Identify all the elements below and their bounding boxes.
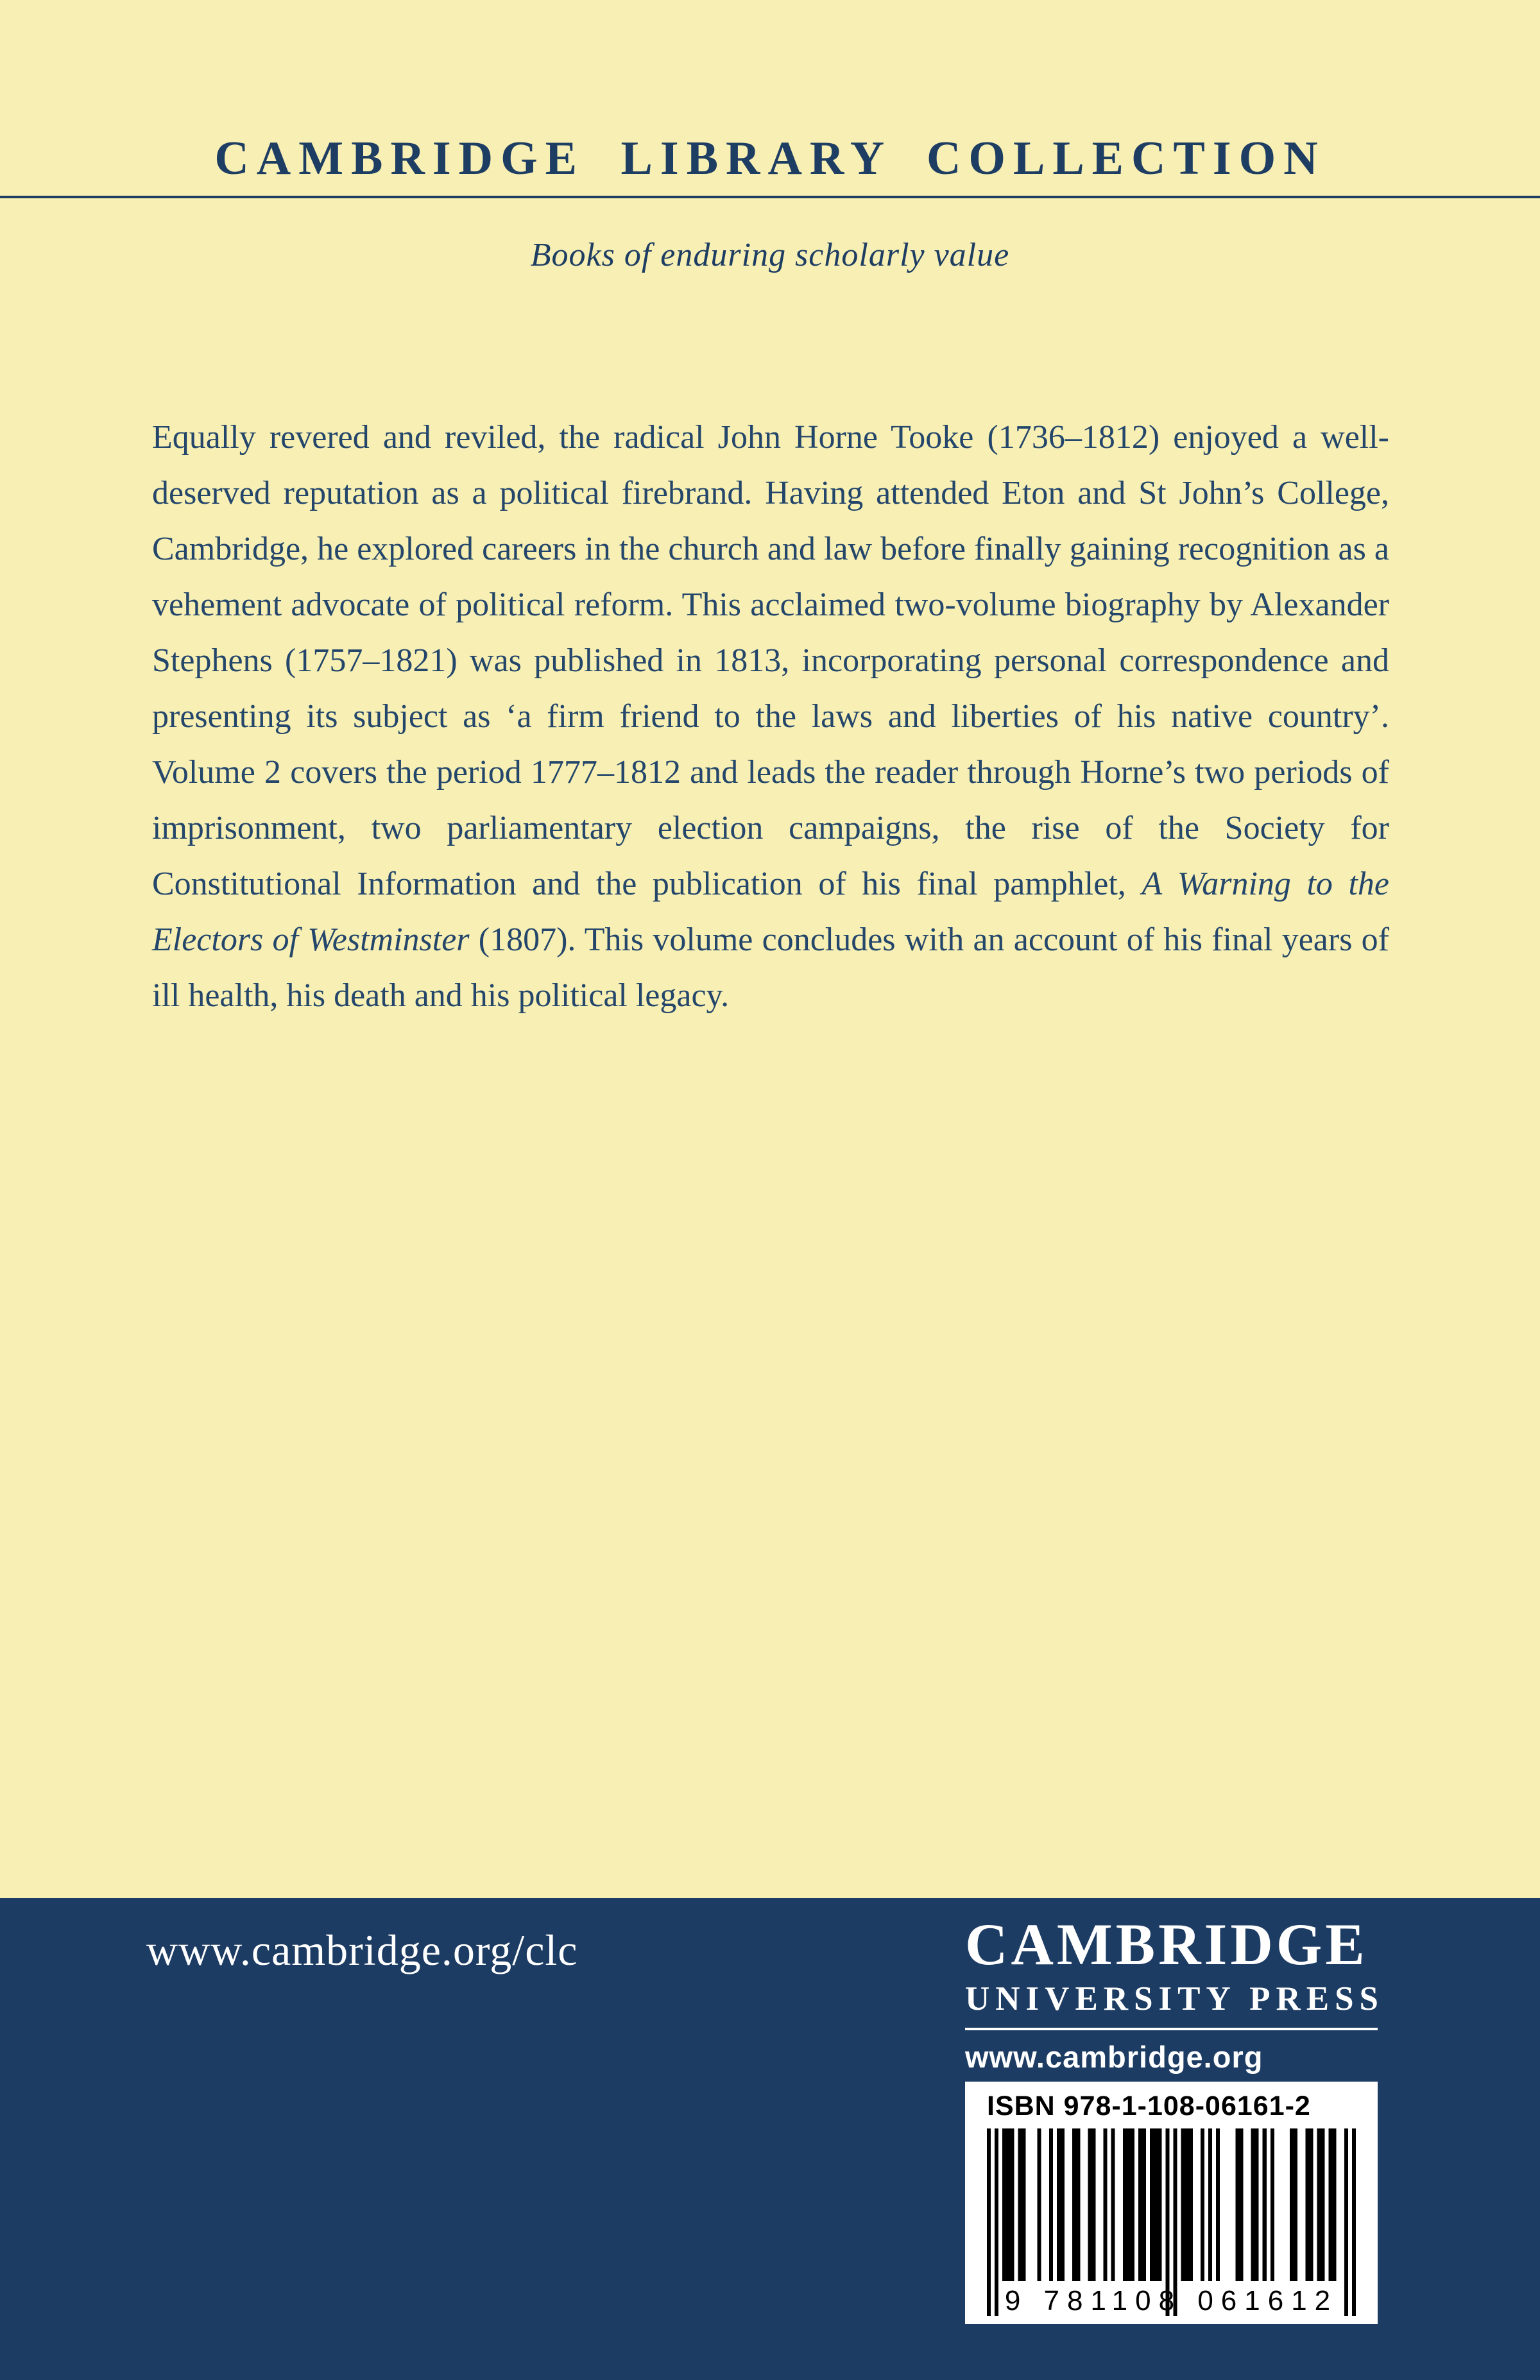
publisher-subname: UNIVERSITY PRESS [965, 1980, 1385, 2017]
series-tagline: Books of enduring scholarly value [530, 237, 1010, 273]
blurb-text-1: Equally revered and reviled, the radical John Horne Tooke (1736–1812) enjoyed a well-deserved reputation as a political firebrand. Having attended Eton and St John’s College, Cambridge, he explored careers in the church and law before finally gaining recognition as a vehement advocate of political reform. This acclaimed two-volume biography by Alexander Stephens (1757–1821) was published in 1813, incorporating personal correspondence and presenting its subject as ‘a firm friend to the laws and liberties of his native country’. Volume 2 covers the period 1777–1812 and leads the reader through Horne’s two periods of imprisonment, two parliamentary election campaigns, the rise of the Society for Constitutional Information and the publication of his final pamphlet, [152, 419, 1389, 902]
header-rule [0, 196, 1540, 198]
publisher-rule [965, 2028, 1378, 2030]
blurb-paragraph [152, 409, 1389, 1023]
publisher-logo [965, 1912, 1385, 2075]
barcode-digits: 9 781108 061612 [1004, 2285, 1339, 2316]
publisher-url: www.cambridge.org [965, 2040, 1263, 2074]
clc-url: www.cambridge.org/clc [146, 1926, 578, 1974]
blurb-text-2: (1807). This volume concludes with an account of his final years of ill health, his death and his political legacy. [152, 921, 1389, 1014]
pamphlet-title-italic: A Warning to the Electors of Westminster [152, 866, 1389, 958]
footer-band [0, 1898, 1540, 2380]
publisher-name: CAMBRIDGE [965, 1912, 1368, 1977]
series-title: CAMBRIDGE LIBRARY COLLECTION [214, 132, 1326, 185]
isbn-label: ISBN 978-1-108-06161-2 [987, 2091, 1311, 2121]
ean13-barcode [987, 2128, 1356, 2316]
isbn-box [965, 2082, 1378, 2324]
